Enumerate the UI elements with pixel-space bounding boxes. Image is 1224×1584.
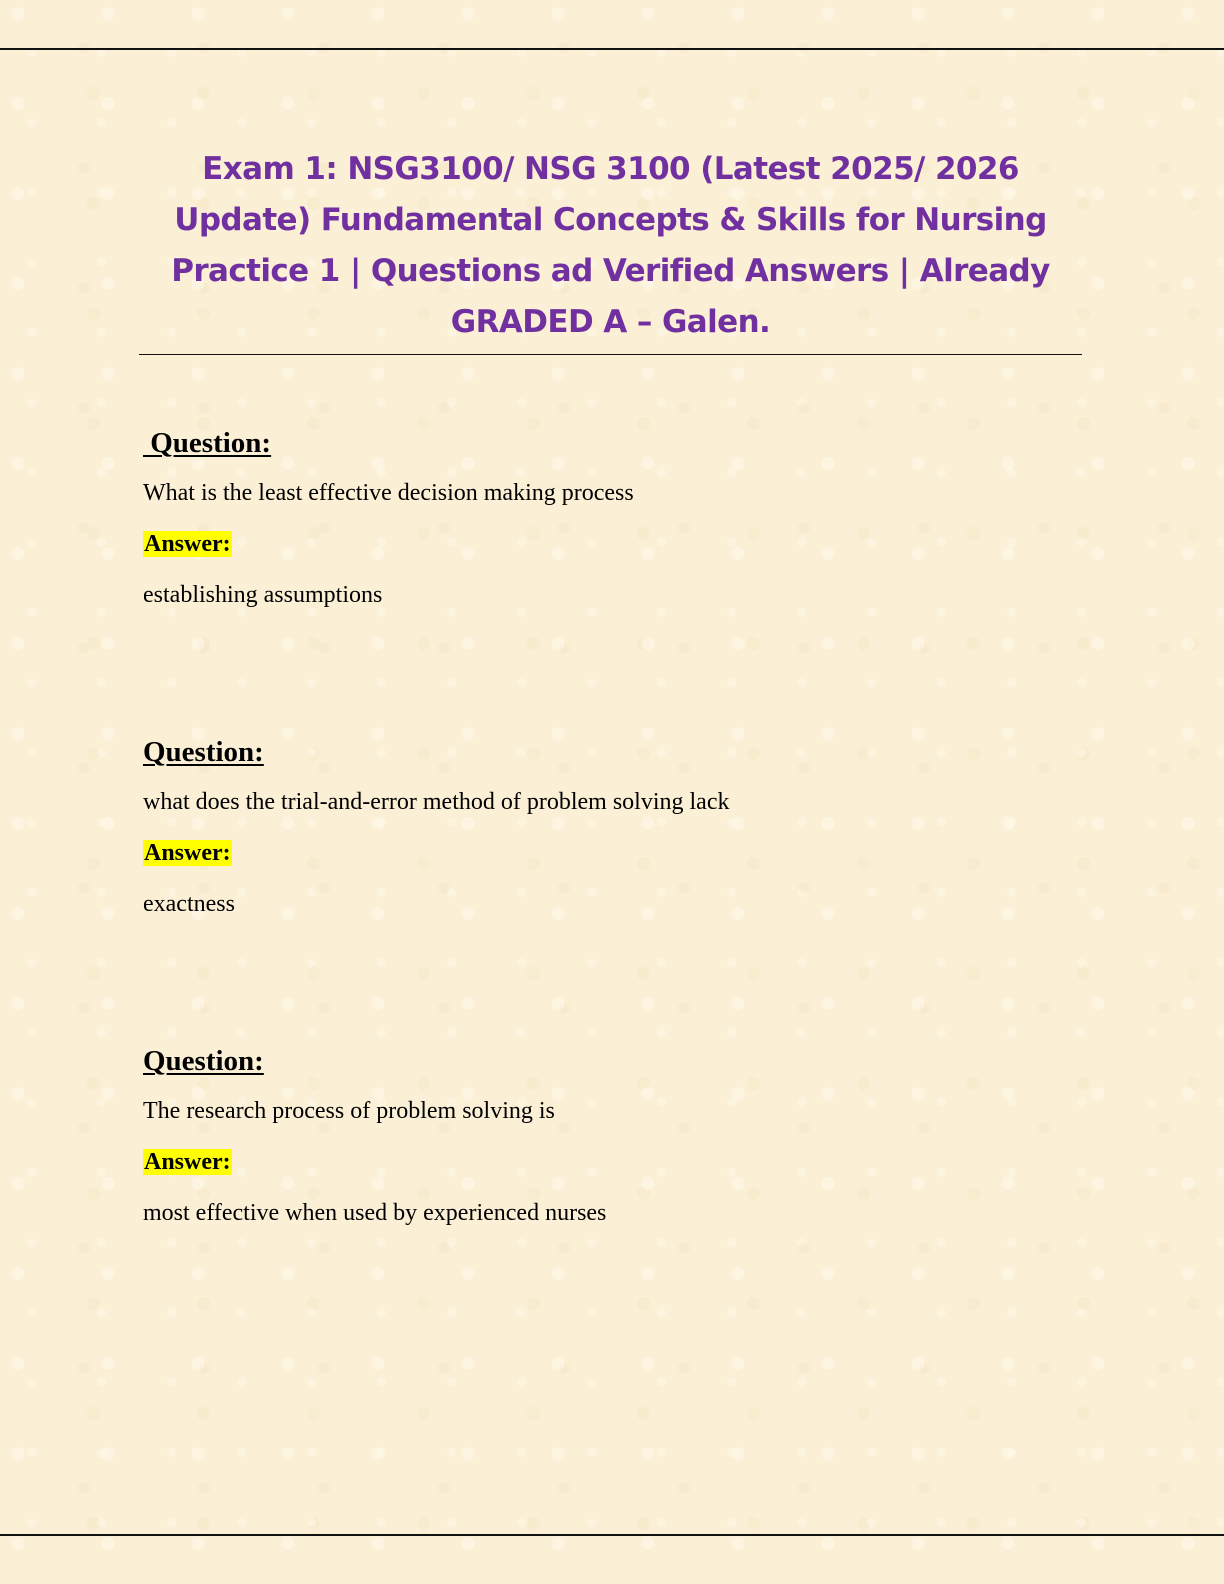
answer-label: Answer:	[144, 531, 231, 557]
document-title: Exam 1: NSG3100/ NSG 3100 (Latest 2025/ 2026 Update) Fundamental Concepts & Skills for Nursing Practice 1 | Questions ad Verified Answers | Already GRADED A – Galen.	[139, 144, 1082, 355]
qa-item-3	[143, 1044, 1083, 1227]
title-block	[139, 144, 1082, 355]
question-text: What is the least effective decision making process	[143, 480, 634, 506]
answer-text: exactness	[143, 891, 235, 917]
answer-label: Answer:	[144, 1149, 231, 1175]
top-page-rule	[0, 48, 1224, 50]
bottom-page-rule	[0, 1534, 1224, 1536]
answer-text: establishing assumptions	[143, 582, 383, 608]
question-label: Question:	[143, 427, 272, 459]
question-label: Question:	[143, 736, 264, 768]
qa-item-1	[143, 426, 1083, 609]
answer-label-wrap	[143, 839, 1083, 867]
answer-text: most effective when used by experienced nurses	[143, 1200, 607, 1226]
answer-label: Answer:	[144, 840, 231, 866]
answer-label-wrap	[143, 1148, 1083, 1176]
question-text: what does the trial-and-error method of problem solving lack	[143, 789, 730, 815]
answer-label-wrap	[143, 530, 1083, 558]
question-text: The research process of problem solving is	[143, 1098, 555, 1124]
qa-item-2	[143, 735, 1083, 918]
question-label: Question:	[143, 1045, 264, 1077]
